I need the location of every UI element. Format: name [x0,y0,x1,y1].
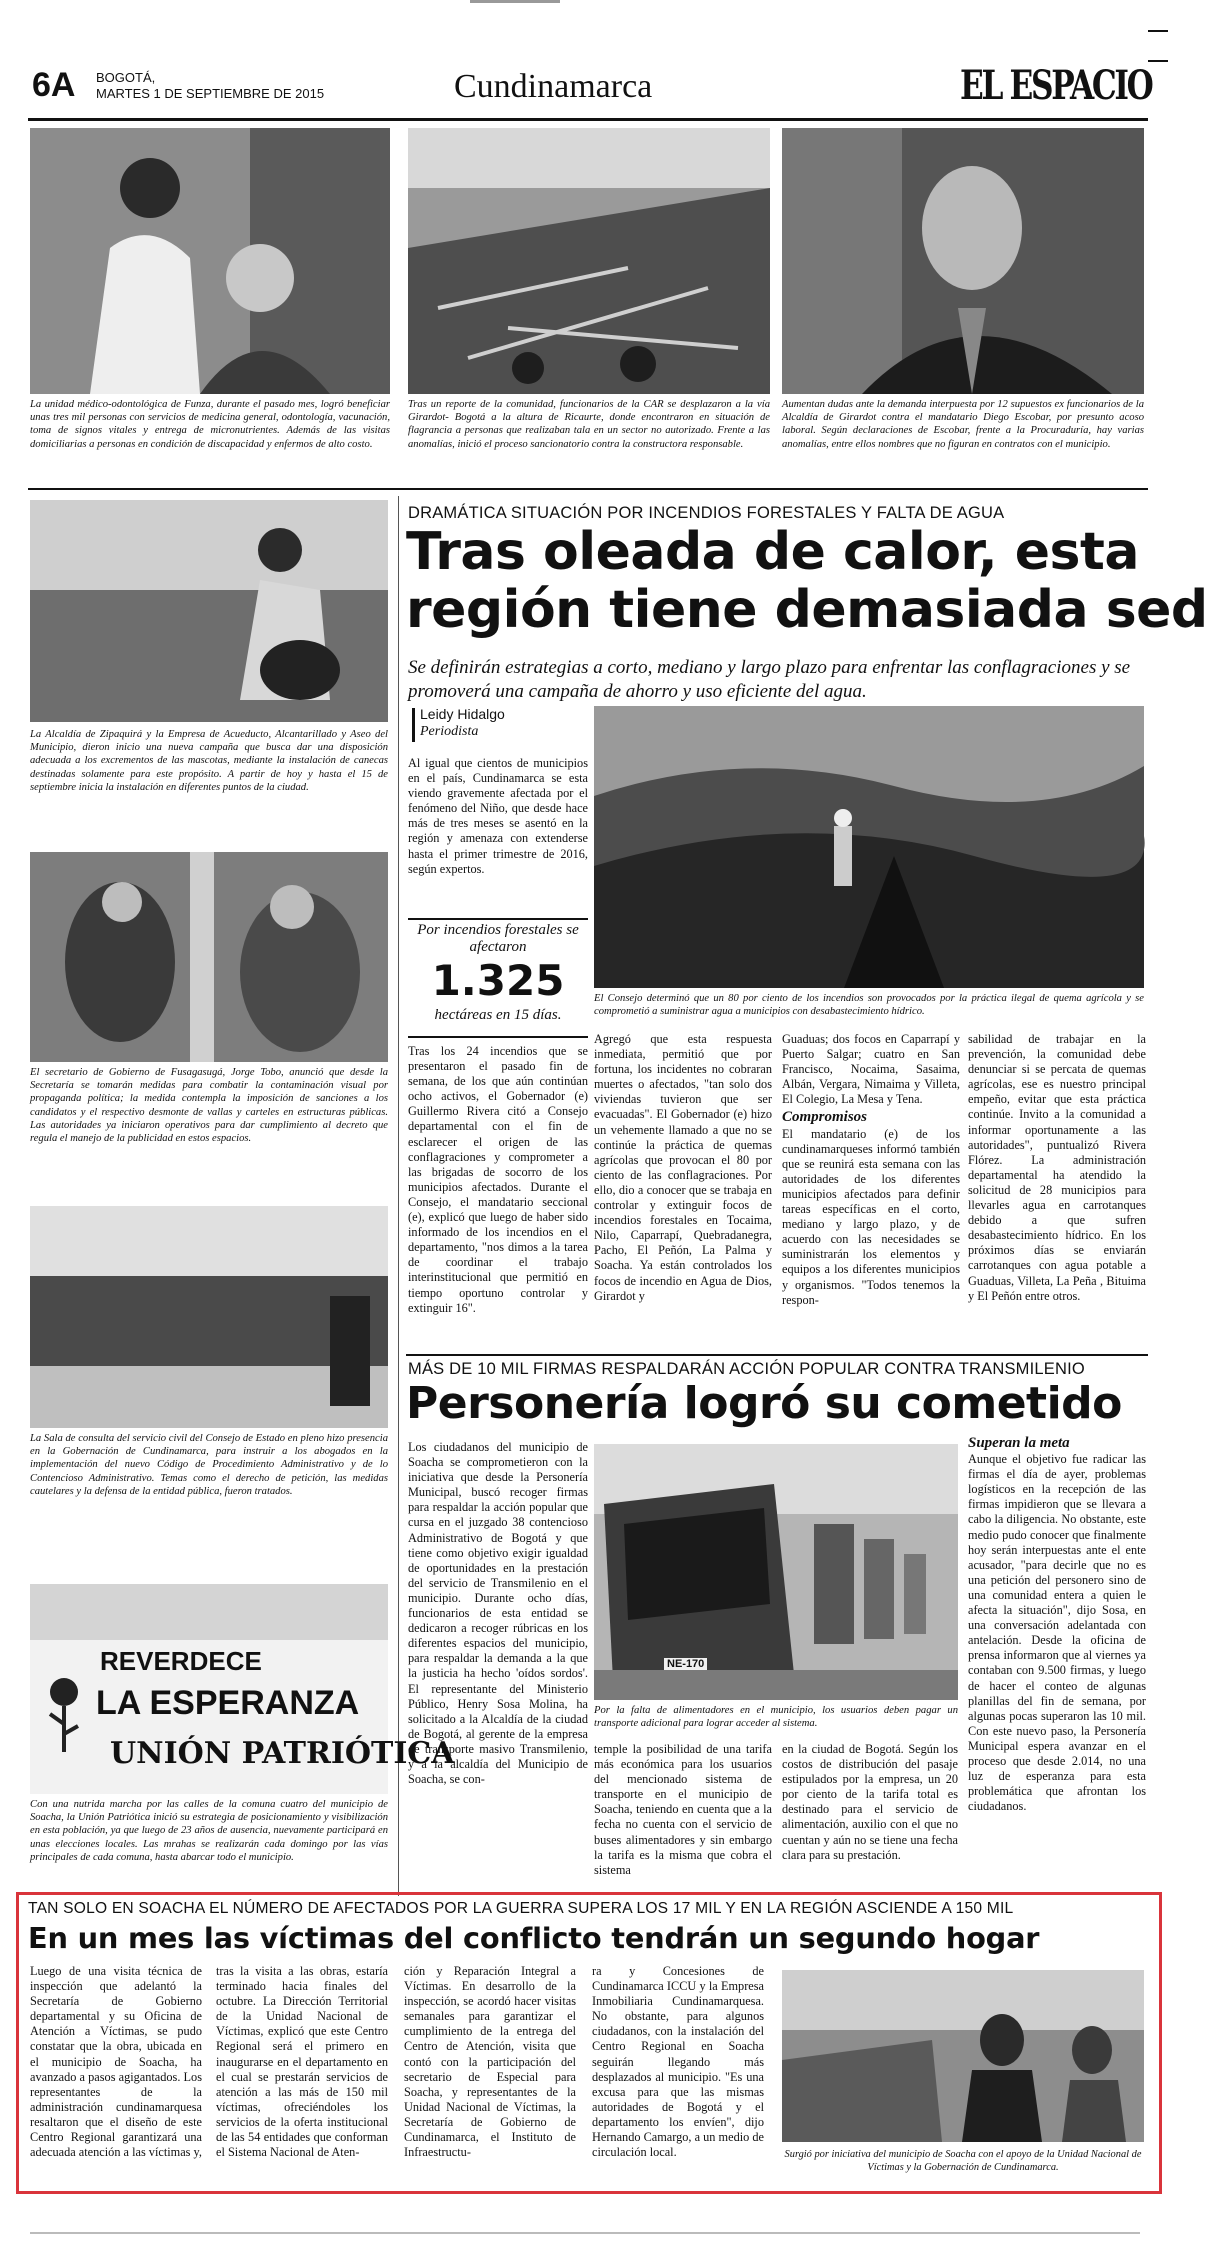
caption-zipaquira: La Alcaldía de Zipaquirá y la Empresa de Acueducto, Alcantarillado y Aseo del Municipio, dieron inicio una nueva campaña que busca dar una disposición adecuada a los excrementos de las mascotas, mediante la instalación de canecas destinadas solamente para este propósito. A partir de hoy y hasta el 15 de septiembre inicia la instalación en diferentes puntos de la ciudad. [30,729,388,793]
byline-bar [412,708,415,742]
story3-headline: En un mes las víctimas del conflicto tendrán un segundo hogar [28,1921,1040,1955]
stat-callout [408,922,588,1024]
caption-transmilenio: Por la falta de alimentadores en el municipio, los usuarios deben pagar un transporte adicional para lograr acceder al sistema. [594,1705,958,1730]
story2-subhead-meta: Superan la meta [968,1435,1070,1451]
story1-rule [406,1354,1148,1356]
story1-col3-b: El mandatario (e) de los cundinamarqueses informó también que se reunirá esta semana con las autoridades de los diferentes municipios afectados para definir tareas específicas en el corto, mediano y largo plazo, y de acuerdo con las necesidades se suministrarán los elementos y equipos a los diferentes municipios y organismos. "Todos tenemos la respon- [782,1126,960,1307]
story1-col3 [782,1032,960,1348]
masthead-rule [28,118,1148,121]
bus-plate: NE-170 [664,1658,707,1670]
caption-car: Tras un reporte de la comunidad, funcionarios de la CAR se desplazaron a la vía Girardot- Bogotá a la altura de Ricaurte, donde encontraron en situación de flagrancia a personas que realizaban tala en un sector no autorizado. Frente a las anomalías, inició el proceso sancionatorio contra la constructora responsable. [408,399,770,450]
top-scan-mark [470,0,560,3]
story1-headline-line1: Tras oleada de calor, esta [406,522,1139,582]
stat-pre: Por incendios forestales se afectaron [417,922,579,955]
story1-headline-line2: región tiene demasiada sed [406,580,1208,640]
caption-victims-center: Surgió por iniciativa del municipio de Soacha con el apoyo de la Unidad Nacional de Víctimas y la Gobernación de Cundinamarca. [784,2149,1142,2174]
photo-placeholder [30,1206,388,1428]
photo-fusagasuga-posters [30,852,388,1062]
photo-victims-center [782,1970,1144,2142]
photo-placeholder [594,706,1144,988]
masthead [28,62,1152,118]
masthead-date: MARTES 1 DE SEPTIEMBRE DE 2015 [96,86,325,101]
stat-rule-bottom [408,1036,588,1038]
photo-placeholder [30,500,388,722]
story1-col3-a: Guaduas; dos focos en Caparrapí y Puerto Salgar; cuatro en San Francisco, Nocaima, Sasaima, Albán, Vergara, Nimaima y Villeta, El Colegio, La Mesa y Tena. [782,1032,960,1107]
story2-col1: Los ciudadanos del municipio de Soacha se comprometieron con la iniciativa que desde la Personería Municipal, buscó recoger firmas para respaldar la acción popular que cursa en el juzgado 38 contencioso Administrativo de Bogotá y que tiene como objetivo exigir igualdad de oportunidades en la prestación del servicio de Transmilenio en el municipio. Durante ocho días, funcionarios de esta entidad se dedicaron a recoger rúbricas en los diferentes espacios del municipio, para respaldar la demanda a la que la justicia ha hecho 'oídos sordos'. El representante del Ministerio Público, Henry Sosa Molina, ha solicitado a la Alcaldía de la ciudad de Bogotá, al gerente de la empresa de transporte masivo Transmilenio, y a la alcaldía del Municipio de Soacha, se con- [408,1440,588,1787]
stat-number: 1.325 [431,956,565,1005]
story1-col1: Tras los 24 incendios que se presentaron el pasado fin de semana, de los que aún continúan ocho activos, el Gobernador (e) Guillermo Rivera citó a Consejo departamental con el fin de esclarecer el origen de las conflagraciones y comprometer a las brigadas de socorro de los municipios afectados. Durante el Consejo, el mandatario seccional (e), explicó que luego de haber sido informado de los incendios en el departamento, "nos dimos a la tarea de coordinar el trabajo interinstitucional que permitió en tiempo oportuno controlar y extinguir 16". [408,1044,588,1315]
rose-drawing [42,1674,86,1754]
photo-placeholder [594,1444,958,1700]
caption-union-patriotica: Con una nutrida marcha por las calles de la comuna cuatro del municipio de Soacha, la Unión Patriótica inició su estrategia de posicionamiento y visibilización en esta población, ya que luego de 23 años de ausencia, nuevamente participará en unas elecciones locales. Las mrahas se realizarán cada domingo por las vías principales de cada comuna, hasta abarcar todo el municipio. [30,1799,388,1863]
photo-placeholder [782,1970,1144,2142]
story1-col2: Agregó que esta respuesta inmediata, permitió que por fortuna, los incidentes no cobraran muertes o afectados, "tan solo dos viviendas tuvieron que ser evacuadas". El Gobernador (e) hizo un vehemente llamado a que no se continúe la práctica de quemas agrícolas que provocan el 80 por ciento de las conflagraciones. Por ello, dio a conocer que se trabaja en controlar y extinguir focos de incendios forestales en Tocaima, Nilo, Caparrapí, Quebradanegra, Pacho, El Peñón, La Palma y Soacha. Ya están controlados los focos de incendio en Agua de Dios, Girardot y [594,1032,772,1303]
story2-col3: en la ciudad de Bogotá. Según los costos de distribución del pasaje estipulados por la empresa, un 20 por ciento de la tarifa total es destinado para el servicio de alimentación, auxilio con el que no cuentan y aún no se tiene una fecha clara para su prestación. [782,1742,958,1862]
photo-wildfire-firefighter [594,706,1144,988]
story1-deck: Se definirán estrategias a corto, mediano y largo plazo para enfrentar las conflagraciones y se promoverá una campaña de ahorro y uso eficiente del agua. [408,657,1131,702]
page-number: 6A [32,66,76,104]
caption-wildfire: El Consejo determinó que un 80 por ciento de los incendios son provocados por la práctica ilegal de quema agrícola y se comprometió a suministrar agua a municipios con desabastecimiento hídrico. [594,993,1144,1018]
caption-consejo: La Sala de consulta del servicio civil del Consejo de Estado en pleno hizo presencia en la Gobernación de Cundinamarca, para instruir a los abogados en la implementación del nuevo Código de Procedimiento Administrativo y de lo Contencioso Administrativo. Temas como el derecho de petición, las medidas cautelares y la defensa de la entidad pública, fueron tratados. [30,1433,388,1497]
story2-col4 [968,1436,1146,1882]
story1-subhead-compromisos: Compromisos [782,1109,868,1126]
section-title: Cundinamarca [454,68,653,105]
story3-col1: Luego de una visita técnica de inspección que adelantó la Secretaría de Gobierno departamental y su Oficina de Atención a Víctimas, se pudo constatar que la obra, ubicada en el municipio de Soacha, ha avanzado a pasos agigantados. Los representantes de la administración cundinamarquesa resaltaron que el diseño de este Centro Regional garantizará una adecuada atención a las víctimas y, [30,1964,202,2160]
banner-text-2: LA ESPERANZA [96,1684,360,1722]
story3-col4: ra y Concesiones de Cundinamarca ICCU y la Empresa Inmobiliaria Cundinamarquesa. No obstante, para algunos ciudadanos, con la instalación del Centro Regional en Soacha seguirán llegando más desplazados al municipio. "Es una excusa para que las mismas autoridades de Bogotá y el departamento los envíen", dijo Hernando Camargo, a un medio de circulación local. [592,1964,764,2160]
caption-fusagasuga: El secretario de Gobierno de Fusagasugá, Jorge Tobo, anunció que desde la Secretaría se tomarán medidas para combatir la contaminación visual por propaganda política; la medida contempla la imposición de sanciones a los candidatos y el respectivo desmonte de vallas y carteles en estructuras públicas. Las autoridades ya iniciaron operativos para dar cumplimiento al decreto que regula el manejo de la publicidad en estos espacios. [30,1067,388,1145]
story2-headline: Personería logró su cometido [406,1378,1122,1429]
photo-placeholder [782,128,1144,394]
stat-post: hectáreas en 15 días. [434,1007,562,1023]
story1-author-role: Periodista [420,724,479,739]
story2-col2: temple la posibilidad de una tarifa más económica para los usuarios del mencionado sistema de transporte en el municipio de Soacha, teniendo en cuenta que a la fecha no cuenta con el servicio de buses alimentadores y sin embargo la tarifa es la misma que cobra el sistema [594,1742,772,1877]
banner-text-1: REVERDECE [100,1646,262,1676]
story2-col4-body: Aunque el objetivo fue radicar las firmas el día de ayer, problemas logísticos en la recepción de las firmas impidieron que se llevara a cabo la diligencia. No obstante, este medio pudo conocer que finalmente hoy serán interpuestas ante el ente acusador, "para decirle que no es una petición del personero sino de una comunidad entera a quien le afecta la situación", dijo Sosa, en una conversación adelantada con antelación. Desde la oficina de prensa informaron que al viernes ya contaban con 9.500 firmas, y luego de hacer el conteo de algunas planillas del fin de semana, por algunas pocas superaron las 10 mil. Con este nuevo paso, la Personería Municipal espera avanzar en el proceso que desde 2.014, no una luz de esperanza para esta problemática que afrontan los ciudadanos. [968,1452,1146,1814]
story3-kicker: TAN SOLO EN SOACHA EL NÚMERO DE AFECTADOS POR LA GUERRA SUPERA LOS 17 MIL Y EN LA REGIÓN ASCIENDE A 150 MIL [28,1900,1014,1917]
story1-kicker: DRAMÁTICA SITUACIÓN POR INCENDIOS FORESTALES Y FALTA DE AGUA [408,504,1005,522]
photo-placeholder [30,128,390,394]
corner-mark [1148,30,1168,32]
stat-rule-top [408,918,588,920]
photo-girardot-mayor [782,128,1144,394]
story3-col3: ción y Reparación Integral a Víctimas. En desarrollo de la inspección, se acordó hacer visitas semanales para garantizar el cumplimiento de la entrega del Centro de Atención, visita que contó con la participación del secretario de Especial para Soacha, y representantes de la Unidad Nacional de Víctimas, la Secretaría de Gobierno de Cundinamarca, el Instituto de Infraestructu- [404,1964,576,2160]
story1-col4: sabilidad de trabajar en la prevención, la comunidad debe denunciar si se percata de quemas agrícolas, ese es nuestro principal empeño, evitar que esta práctica continúe. Invito a la comunidad a informar oportunamente a las autoridades", puntualizó Rivera Flórez. La administración departamental ha atendido la solicitud de 28 municipios para llevarles agua en carrotanques debido a que sufren desabastecimiento hídrico. En los próximos días se enviarán carrotanques con agua potable a Guaduas, Villeta, La Peña , Bituima y El Peñón entre otros. [968,1032,1146,1303]
photo-union-patriotica [30,1584,455,1794]
photo-transmilenio-buses [594,1444,958,1700]
sidebar-divider [398,496,399,1896]
photo-zipaquira-dog [30,500,388,722]
top-row-rule [28,488,1148,490]
photo-placeholder [30,852,388,1062]
story1-lead: Al igual que cientos de municipios en el país, Cundinamarca se esta viendo gravemente afectada por el fenómeno del Niño, que desde hace más de tres meses se asentó en la región y amenaza con extenderse hasta el primer trimestre de 2016, según expertos. [408,756,588,876]
photo-consejo-estado [30,1206,388,1428]
caption-girardot: Aumentan dudas ante la demanda interpuesta por 12 supuestos ex funcionarios de la Alcaldía de Girardot contra el mandatario Diego Escobar, por presunto acoso laboral. Según declaraciones de Escobar, frente a la Procuraduría, hay varias anomalías, entre ellos nombres que no figuran en contratos con el municipio. [782,399,1144,450]
story3-col2: tras la visita a las obras, estaría terminado hacia finales del octubre. La Dirección Territorial de la Unidad Nacional de Víctimas, explicó que este Centro Regional será el primero en inaugurarse en el departamento en el cual se prestarán servicios de atención a las más de 150 mil víctimas, ofreciéndoles los servicios de la oferta institucional de las 54 entidades que conforman el Sistema Nacional de Aten- [216,1964,388,2160]
masthead-city: BOGOTÁ, [96,70,156,85]
story2-kicker: MÁS DE 10 MIL FIRMAS RESPALDARÁN ACCIÓN POPULAR CONTRA TRANSMILENIO [408,1360,1085,1378]
photo-car-logging [408,128,770,394]
banner-text-3: UNIÓN PATRIÓTICA [110,1736,455,1771]
bottom-scan-mark [30,2232,1140,2234]
photo-funza-medical [30,128,390,394]
photo-placeholder [408,128,770,394]
brand-logo: EL ESPACIO [960,62,1152,109]
caption-funza: La unidad médico-odontológica de Funza, durante el pasado mes, logró beneficiar unas tres mil personas con servicios de medicina general, odontología, vacunación, toma de signos vitales y entrega de micronutrientes. Además de las visitas domiciliarias a personas en condición de discapacidad y enfermos de alto costo. [30,399,390,450]
story1-author: Leidy Hidalgo [420,706,505,722]
